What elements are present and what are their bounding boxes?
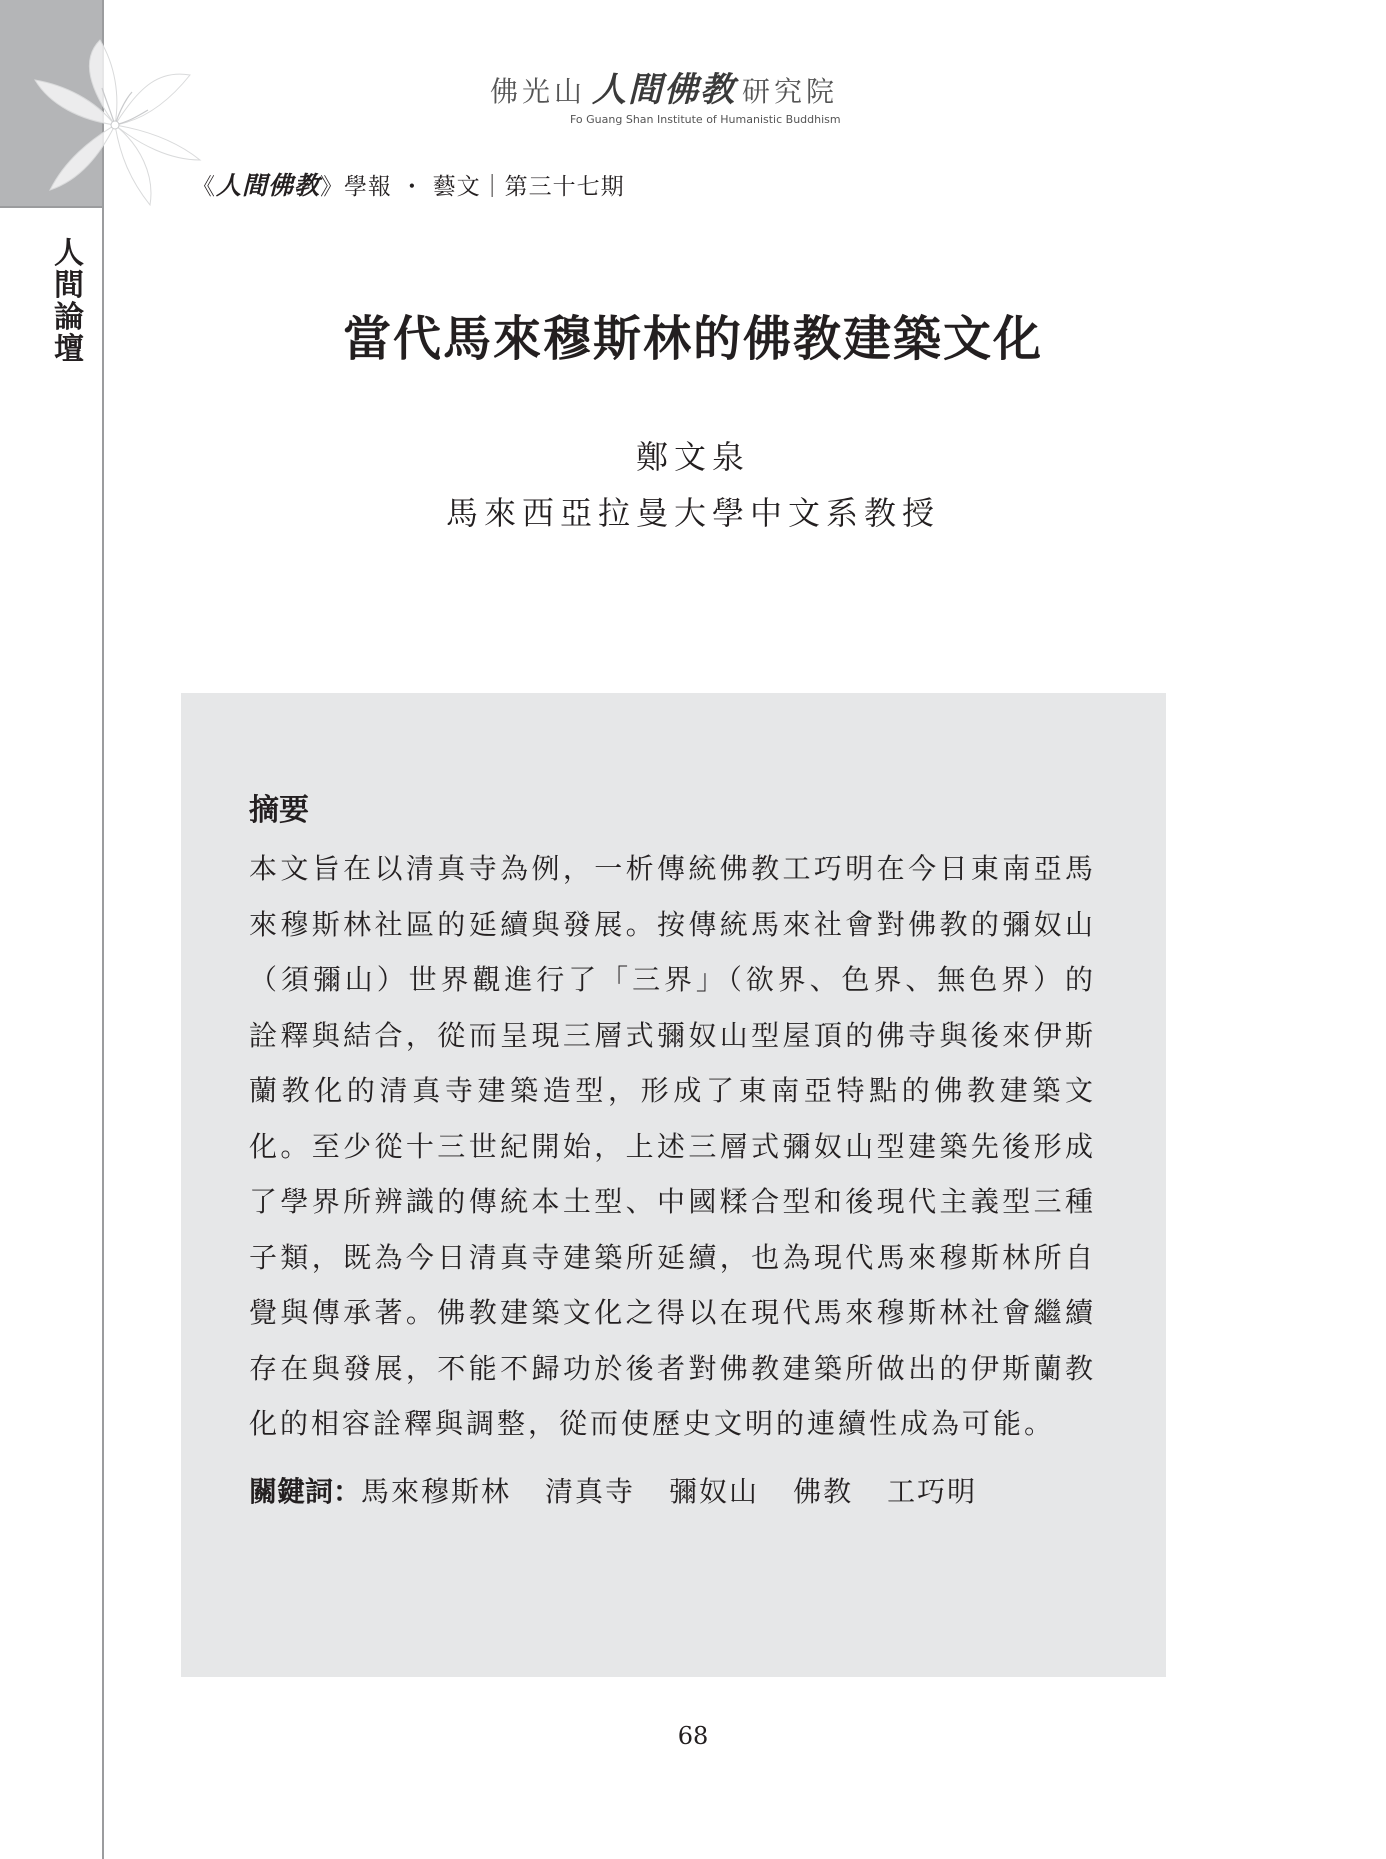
side-label-char: 壇 <box>54 332 84 367</box>
side-label-char: 人 <box>54 236 84 271</box>
journal-calligraphy-logo: 人間佛教 <box>216 171 321 200</box>
keywords-label: 關鍵詞： <box>249 1474 362 1508</box>
abstract-box <box>181 693 1166 1677</box>
page-number: 68 <box>677 1722 709 1750</box>
keywords-line <box>249 1472 1096 1512</box>
institute-header <box>490 62 910 126</box>
side-label-char: 論 <box>54 300 84 335</box>
keyword: 馬來穆斯林 <box>361 1474 512 1508</box>
journal-issue-text: 》學報 ・ 藝文｜第三十七期 <box>320 174 625 200</box>
keyword: 彌奴山 <box>669 1474 760 1508</box>
abstract-heading: 摘要 <box>249 793 309 828</box>
institute-name <box>490 62 910 111</box>
keyword: 清真寺 <box>545 1474 636 1508</box>
keyword: 工巧明 <box>887 1474 978 1508</box>
institute-prefix: 佛光山 <box>490 75 587 108</box>
author-affiliation: 馬來西亞拉曼大學中文系教授 <box>445 494 940 532</box>
article-title: 當代馬來穆斯林的佛教建築文化 <box>342 311 1043 367</box>
lotus-flower-icon <box>20 30 210 220</box>
institute-english-name: Fo Guang Shan Institute of Humanistic Buddhism <box>570 113 841 126</box>
institute-calligraphy-logo: 人間佛教 <box>592 70 737 110</box>
author-name: 鄭文泉 <box>635 438 750 476</box>
keyword: 佛教 <box>793 1474 854 1508</box>
abstract-body: 本文旨在以清真寺為例，一析傳統佛教工巧明在今日東南亞馬來穆斯林社區的延續與發展。按傳統馬來社會對佛教的彌奴山（須彌山）世界觀進行了「三界」（欲界、色界、無色界）的詮釋與結合，從而呈現三層式彌奴山型屋頂的佛寺與後來伊斯蘭教化的清真寺建築造型，形成了東南亞特點的佛教建築文化。至少從十三世紀開始，上述三層式彌奴山型建築先後形成了學界所辨識的傳統本土型、中國糅合型和後現代主義型三種子類，既為今日清真寺建築所延續，也為現代馬來穆斯林所自覺與傳承著。佛教建築文化之得以在現代馬來穆斯林社會繼續存在與發展，不能不歸功於後者對佛教建築所做出的伊斯蘭教化的相容詮釋與調整，從而使歷史文明的連續性成為可能。 <box>249 852 1096 1440</box>
institute-suffix: 研究院 <box>742 75 839 108</box>
side-label-char: 間 <box>54 268 84 303</box>
left-margin-rule <box>102 0 104 1859</box>
journal-running-head <box>192 166 625 202</box>
section-side-label <box>52 238 86 366</box>
journal-bracket-open: 《 <box>192 174 216 200</box>
